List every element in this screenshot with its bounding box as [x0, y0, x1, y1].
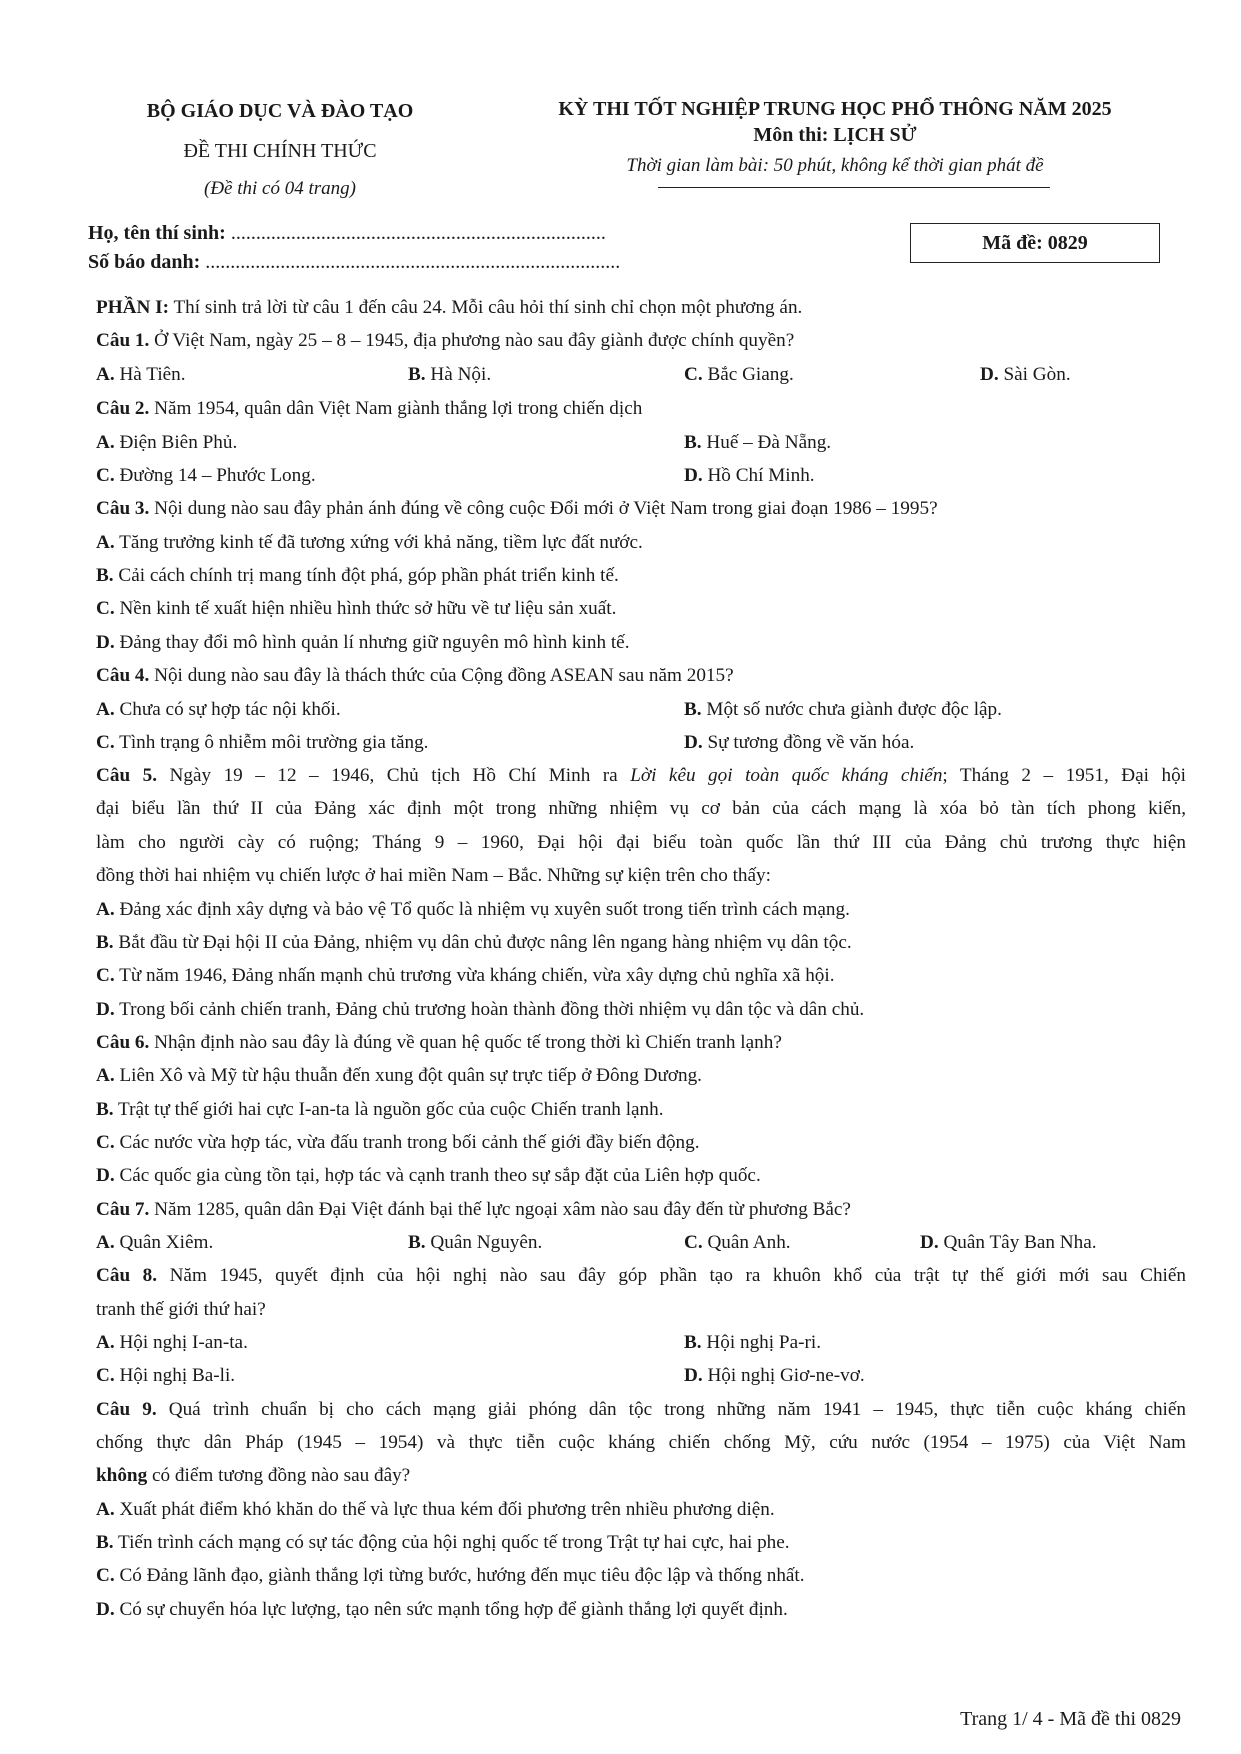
- official-exam-label: ĐỀ THI CHÍNH THỨC: [183, 140, 377, 162]
- option-key: C.: [96, 1132, 115, 1153]
- exam-code-box: [910, 223, 1160, 263]
- question-label: Câu 9.: [96, 1399, 157, 1420]
- question-label: Câu 6.: [96, 1032, 150, 1053]
- option-key: A.: [96, 1065, 115, 1086]
- option-3c[interactable]: [96, 598, 616, 620]
- part1-instructions: [96, 297, 802, 319]
- option-text: Hội nghị Pa-ri.: [701, 1332, 821, 1353]
- option-key: B.: [684, 1332, 702, 1353]
- option-2d[interactable]: [684, 465, 815, 487]
- option-text: Quân Nguyên.: [425, 1232, 543, 1253]
- option-text: Một số nước chưa giành được độc lập.: [701, 699, 1002, 720]
- ministry-title: BỘ GIÁO DỤC VÀ ĐÀO TẠO: [146, 100, 414, 122]
- option-9c[interactable]: [96, 1565, 805, 1587]
- pages-note: (Đề thi có 04 trang): [204, 178, 356, 199]
- option-3a[interactable]: [96, 532, 643, 554]
- time-note: Thời gian làm bài: 50 phút, không kể thời gian phát đề: [626, 155, 1044, 176]
- candidate-id-label: Số báo danh:: [88, 251, 201, 273]
- page-footer: Trang 1/ 4 - Mã đề thi 0829: [960, 1708, 1181, 1730]
- option-key: B.: [96, 1099, 114, 1120]
- option-text: Bắc Giang.: [702, 364, 794, 385]
- option-key: B.: [408, 364, 426, 385]
- exam-code: Mã đề: 0829: [982, 231, 1088, 254]
- option-key: D.: [96, 999, 115, 1020]
- question-4: [96, 665, 734, 687]
- option-key: D.: [980, 364, 999, 385]
- question-3: [96, 498, 938, 520]
- option-text: Các nước vừa hợp tác, vừa đấu tranh trong bối cảnh thế giới đầy biến động.: [114, 1132, 700, 1153]
- option-text: Xuất phát điểm khó khăn do thế và lực thua kém đối phương trên nhiều phương diện.: [114, 1499, 775, 1520]
- option-text: Trong bối cảnh chiến tranh, Đảng chủ trương hoàn thành đồng thời nhiệm vụ dân tộc và dân chủ.: [114, 999, 865, 1020]
- option-5c[interactable]: [96, 965, 835, 987]
- option-6b[interactable]: [96, 1099, 664, 1121]
- question-text: Nội dung nào sau đây phản ánh đúng về công cuộc Đổi mới ở Việt Nam trong giai đoạn 1986 – 1995?: [149, 498, 938, 519]
- question-text-italic: Lời kêu gọi toàn quốc kháng chiến: [630, 765, 943, 786]
- option-9b[interactable]: [96, 1532, 790, 1554]
- option-text: Nền kinh tế xuất hiện nhiều hình thức sở hữu về tư liệu sản xuất.: [114, 598, 617, 619]
- option-key: B.: [96, 932, 114, 953]
- option-5b[interactable]: [96, 932, 852, 954]
- option-key: A.: [96, 699, 115, 720]
- part1-label: PHẦN I:: [96, 297, 170, 318]
- option-text: Sự tương đồng về văn hóa.: [702, 732, 915, 753]
- option-key: C.: [96, 598, 115, 619]
- option-text: Trật tự thế giới hai cực I-an-ta là nguồn gốc của cuộc Chiến tranh lạnh.: [113, 1099, 664, 1120]
- question-7: [96, 1199, 851, 1221]
- question-text: có điểm tương đồng nào sau đây?: [147, 1465, 411, 1486]
- option-1c[interactable]: [684, 364, 794, 386]
- question-5-line3: làm cho người cày có ruộng; Tháng 9 – 1960, Đại hội đại biểu toàn quốc lần thứ III của Đảng chủ trương thực hiện: [96, 832, 1186, 853]
- exam-title: KỲ THI TỐT NGHIỆP TRUNG HỌC PHỔ THÔNG NĂM 2025: [558, 98, 1112, 120]
- option-key: A.: [96, 899, 115, 920]
- question-9-line3: [96, 1465, 410, 1487]
- question-9: [96, 1399, 1186, 1421]
- option-1b[interactable]: [408, 364, 491, 386]
- option-key: C.: [684, 364, 703, 385]
- question-5-line4: đồng thời hai nhiệm vụ chiến lược ở hai miền Nam – Bắc. Những sự kiện trên cho thấy:: [96, 865, 771, 886]
- question-emphasis: không: [96, 1465, 148, 1486]
- option-text: Từ năm 1946, Đảng nhấn mạnh chủ trương vừa kháng chiến, vừa xây dựng chủ nghĩa xã hội.: [114, 965, 835, 986]
- option-key: B.: [684, 699, 702, 720]
- option-key: A.: [96, 364, 115, 385]
- option-text: Hà Tiên.: [114, 364, 186, 385]
- option-text: Hà Nội.: [425, 364, 492, 385]
- option-text: Cải cách chính trị mang tính đột phá, góp phần phát triển kinh tế.: [113, 565, 619, 586]
- question-text: Nội dung nào sau đây là thách thức của Cộng đồng ASEAN sau năm 2015?: [149, 665, 734, 686]
- option-text: Có sự chuyển hóa lực lượng, tạo nên sức mạnh tổng hợp để giành thắng lợi quyết định.: [114, 1599, 788, 1620]
- option-4b[interactable]: [684, 699, 1002, 721]
- option-key: D.: [920, 1232, 939, 1253]
- option-key: C.: [684, 1232, 703, 1253]
- option-8b[interactable]: [684, 1332, 821, 1354]
- option-3b[interactable]: [96, 565, 619, 587]
- question-2: [96, 398, 642, 420]
- option-key: A.: [96, 432, 115, 453]
- option-key: C.: [96, 965, 115, 986]
- option-text: Quân Tây Ban Nha.: [938, 1232, 1097, 1253]
- option-9a[interactable]: [96, 1499, 775, 1521]
- option-text: Có Đảng lãnh đạo, giành thắng lợi từng bước, hướng đến mục tiêu độc lập và thống nhất.: [114, 1565, 805, 1586]
- question-label: Câu 3.: [96, 498, 150, 519]
- option-2b[interactable]: [684, 432, 831, 454]
- option-key: B.: [684, 432, 702, 453]
- option-8c[interactable]: [96, 1365, 235, 1387]
- question-9-line2: chống thực dân Pháp (1945 – 1954) và thực tiễn cuộc kháng chiến chống Mỹ, cứu nước (1954 – 1975) của Việt Nam: [96, 1432, 1186, 1453]
- option-text: Quân Anh.: [702, 1232, 791, 1253]
- option-key: D.: [96, 632, 115, 653]
- question-5-line2: đại biểu lần thứ II của Đảng xác định một trong những nhiệm vụ cơ bản của cách mạng là xóa bỏ tàn tích phong kiến,: [96, 798, 1186, 819]
- option-text: Hội nghị Ba-li.: [114, 1365, 236, 1386]
- question-label: Câu 7.: [96, 1199, 150, 1220]
- option-text: Các quốc gia cùng tồn tại, hợp tác và cạnh tranh theo sự sắp đặt của Liên hợp quốc.: [114, 1165, 761, 1186]
- option-text: Đảng thay đổi mô hình quản lí nhưng giữ nguyên mô hình kinh tế.: [114, 632, 630, 653]
- question-1: [96, 330, 794, 352]
- option-text: Bắt đầu từ Đại hội II của Đảng, nhiệm vụ dân chủ được nâng lên ngang hàng nhiệm vụ dân tộc.: [113, 932, 852, 953]
- option-key: B.: [96, 1532, 114, 1553]
- option-7a[interactable]: [96, 1232, 213, 1254]
- question-label: Câu 5.: [96, 765, 158, 786]
- question-text: Năm 1945, quyết định của hội nghị nào sau đây góp phần tạo ra khuôn khổ của trật tự thế giới mới sau Chiến: [157, 1265, 1186, 1286]
- option-text: Liên Xô và Mỹ từ hậu thuẫn đến xung đột quân sự trực tiếp ở Đông Dương.: [114, 1065, 702, 1086]
- part1-text: Thí sinh trả lời từ câu 1 đến câu 24. Mỗi câu hỏi thí sinh chỉ chọn một phương án.: [169, 297, 803, 318]
- option-text: Tình trạng ô nhiễm môi trường gia tăng.: [114, 732, 429, 753]
- option-5a[interactable]: [96, 899, 850, 921]
- option-4a[interactable]: [96, 699, 341, 721]
- option-text: Đảng xác định xây dựng và bảo vệ Tổ quốc là nhiệm vụ xuyên suốt trong tiến trình cách mạng.: [114, 899, 850, 920]
- time-underline: [658, 187, 1050, 188]
- option-3d[interactable]: [96, 632, 630, 654]
- option-text: Tăng trưởng kinh tế đã tương xứng với khả năng, tiềm lực đất nước.: [114, 532, 643, 553]
- option-2c[interactable]: [96, 465, 316, 487]
- option-7d[interactable]: [920, 1232, 1097, 1254]
- option-key: B.: [96, 565, 114, 586]
- question-text: Ngày 19 – 12 – 1946, Chủ tịch Hồ Chí Minh ra: [157, 765, 631, 786]
- option-text: Đường 14 – Phước Long.: [114, 465, 316, 486]
- option-text: Chưa có sự hợp tác nội khối.: [114, 699, 341, 720]
- option-6c[interactable]: [96, 1132, 700, 1154]
- option-4d[interactable]: [684, 732, 914, 754]
- question-text: Nhận định nào sau đây là đúng về quan hệ quốc tế trong thời kì Chiến tranh lạnh?: [149, 1032, 782, 1053]
- option-key: A.: [96, 1499, 115, 1520]
- option-key: A.: [96, 1332, 115, 1353]
- option-text: Tiến trình cách mạng có sự tác động của hội nghị quốc tế trong Trật tự hai cực, hai phe.: [113, 1532, 790, 1553]
- question-5: [96, 765, 1186, 787]
- subject-label: Môn thi: LỊCH SỬ: [753, 124, 917, 146]
- option-key: D.: [96, 1599, 115, 1620]
- option-7b[interactable]: [408, 1232, 542, 1254]
- option-key: A.: [96, 532, 115, 553]
- question-text: Quá trình chuẩn bị cho cách mạng giải phóng dân tộc trong những năm 1941 – 1945, thực tiễn cuộc kháng chiến: [156, 1399, 1187, 1420]
- question-label: Câu 8.: [96, 1265, 158, 1286]
- option-text: Sài Gòn.: [998, 364, 1071, 385]
- option-text: Điện Biên Phủ.: [114, 432, 238, 453]
- option-7c[interactable]: [684, 1232, 791, 1254]
- question-8-line2: tranh thế giới thứ hai?: [96, 1299, 266, 1320]
- option-key: C.: [96, 465, 115, 486]
- option-key: D.: [684, 465, 703, 486]
- option-key: C.: [96, 1565, 115, 1586]
- option-9d[interactable]: [96, 1599, 788, 1621]
- option-1a[interactable]: [96, 364, 186, 386]
- candidate-name-label: Họ, tên thí sinh:: [88, 222, 226, 244]
- option-key: D.: [96, 1165, 115, 1186]
- option-key: D.: [684, 732, 703, 753]
- option-text: Hồ Chí Minh.: [702, 465, 815, 486]
- option-text: Hội nghị Giơ-ne-vơ.: [702, 1365, 865, 1386]
- option-2a[interactable]: [96, 432, 237, 454]
- question-text: Ở Việt Nam, ngày 25 – 8 – 1945, địa phương nào sau đây giành được chính quyền?: [149, 330, 795, 351]
- question-text: ; Tháng 2 – 1951, Đại hội: [942, 765, 1186, 786]
- option-6a[interactable]: [96, 1065, 702, 1087]
- candidate-id-row: [88, 251, 620, 274]
- option-6d[interactable]: [96, 1165, 761, 1187]
- option-text: Hội nghị I-an-ta.: [114, 1332, 248, 1353]
- question-8: [96, 1265, 1186, 1287]
- option-4c[interactable]: [96, 732, 428, 754]
- option-text: Quân Xiêm.: [114, 1232, 214, 1253]
- option-text: Huế – Đà Nẵng.: [701, 432, 832, 453]
- option-key: D.: [684, 1365, 703, 1386]
- question-label: Câu 1.: [96, 330, 150, 351]
- question-text: Năm 1285, quân dân Đại Việt đánh bại thế lực ngoại xâm nào sau đây đến từ phương Bắc?: [149, 1199, 851, 1220]
- question-text: Năm 1954, quân dân Việt Nam giành thắng lợi trong chiến dịch: [149, 398, 643, 419]
- option-8a[interactable]: [96, 1332, 248, 1354]
- candidate-name-field[interactable]: ...........................................................................: [230, 222, 606, 244]
- option-key: C.: [96, 1365, 115, 1386]
- option-8d[interactable]: [684, 1365, 865, 1387]
- question-6: [96, 1032, 782, 1054]
- candidate-id-field[interactable]: ...................................................................................: [205, 251, 621, 273]
- candidate-name-row: [88, 222, 606, 245]
- question-label: Câu 2.: [96, 398, 150, 419]
- option-key: B.: [408, 1232, 426, 1253]
- question-label: Câu 4.: [96, 665, 150, 686]
- option-1d[interactable]: [980, 364, 1071, 386]
- option-5d[interactable]: [96, 999, 864, 1021]
- option-key: C.: [96, 732, 115, 753]
- option-key: A.: [96, 1232, 115, 1253]
